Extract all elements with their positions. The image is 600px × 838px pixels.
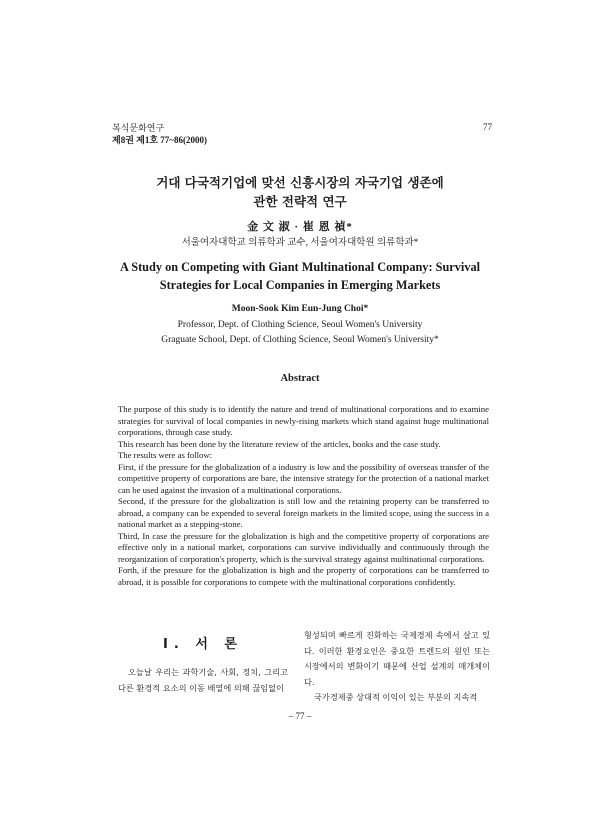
- journal-info: [112, 122, 207, 146]
- body-column-right: [304, 628, 490, 706]
- abstract-paragraph: The purpose of this study is to identify the nature and trend of multinational corporations and to examine strategies for survival of local companies in newly-rising markets which stand against huge multinational corporations, through case study.: [118, 404, 489, 437]
- journal-name: 복식문화연구: [112, 123, 165, 133]
- korean-title-line-1: 거대 다국적기업에 맞선 신흥시장의 자국기업 생존에: [156, 175, 444, 190]
- abstract-paragraph: First, if the pressure for the globalization of a industry is low and the possibility of overseas transfer of the competitive property of corporations are bare, the intensive strategy for the protection of a national market can be used against the invasion of a multinational corporations.: [118, 461, 489, 495]
- body-paragraph: 오늘날 우리는 과학기술, 사회, 정치, 그리고 다른 환경적 요소의 이동 배열에 의해 끊임없이: [118, 667, 288, 693]
- journal-volume: 제8권 제1호 77~86(2000): [112, 135, 207, 145]
- body-column-left: [118, 664, 288, 696]
- abstract-paragraph: Third, In case the pressure for the globalization is high and the competitive property of corporations are effective only in a national market, corporations can survive individually and continuously through the reorganization of corporation's property, which is the survival strategy against multinational corporations.: [118, 530, 489, 564]
- body-paragraph: 형성되며 빠르게 진화하는 국제경제 속에서 살고 있다. 이러한 환경요인은 중요한 트렌드의 원인 또는 시장에서의 변화이기 때문에 산업 설계의 매개체이다.: [304, 630, 490, 687]
- section-title: I. 서 론: [163, 637, 243, 652]
- english-title-line-1: A Study on Competing with Giant Multinational Company: Survival: [119, 260, 481, 274]
- abstract-paragraph: Forth, if the pressure for the globalization is high and the property of corporations can be transferred to abroad, it is possible for corporations to compete with the multinational corporations confidently.: [118, 565, 489, 587]
- english-affiliation-line-1: Professor, Dept. of Clothing Science, Seoul Women's University: [177, 320, 423, 330]
- abstract-body: [118, 404, 489, 588]
- footer-page-number: – 77 –: [288, 711, 312, 721]
- korean-authors: 金 文 淑 · 崔 恩 禎*: [247, 221, 353, 233]
- abstract-paragraph: This research has been done by the literature review of the articles, books and the case study.: [118, 438, 441, 449]
- korean-affiliation: 서울여자대학교 의류학과 교수, 서울여자대학원 의류학과*: [181, 238, 419, 248]
- english-title-line-2: Strategies for Local Companies in Emerging Markets: [159, 278, 441, 292]
- korean-title-line-2: 관한 전략적 연구: [253, 194, 347, 209]
- abstract-paragraph: The results were as follow:: [118, 450, 213, 460]
- abstract-heading: Abstract: [280, 373, 320, 384]
- korean-title: [100, 173, 500, 211]
- english-authors: Moon-Sook Kim Eun-Jung Choi*: [231, 304, 369, 314]
- body-paragraph: 국가경제중 상대적 이익이 있는 부분의 지속적: [314, 692, 478, 702]
- english-affiliation: [100, 318, 500, 348]
- english-affiliation-line-2: Graguate School, Dept. of Clothing Science, Seoul Women's University*: [161, 335, 439, 345]
- abstract-paragraph: Second, if the pressure for the globalization is still low and the retaining property can be transferred to abroad, a company can be expended to several foreign markets in the limited scope, using the success in a national market as a stepping-stone.: [118, 496, 489, 529]
- english-title: [100, 258, 500, 294]
- header-page-number: 77: [483, 122, 492, 132]
